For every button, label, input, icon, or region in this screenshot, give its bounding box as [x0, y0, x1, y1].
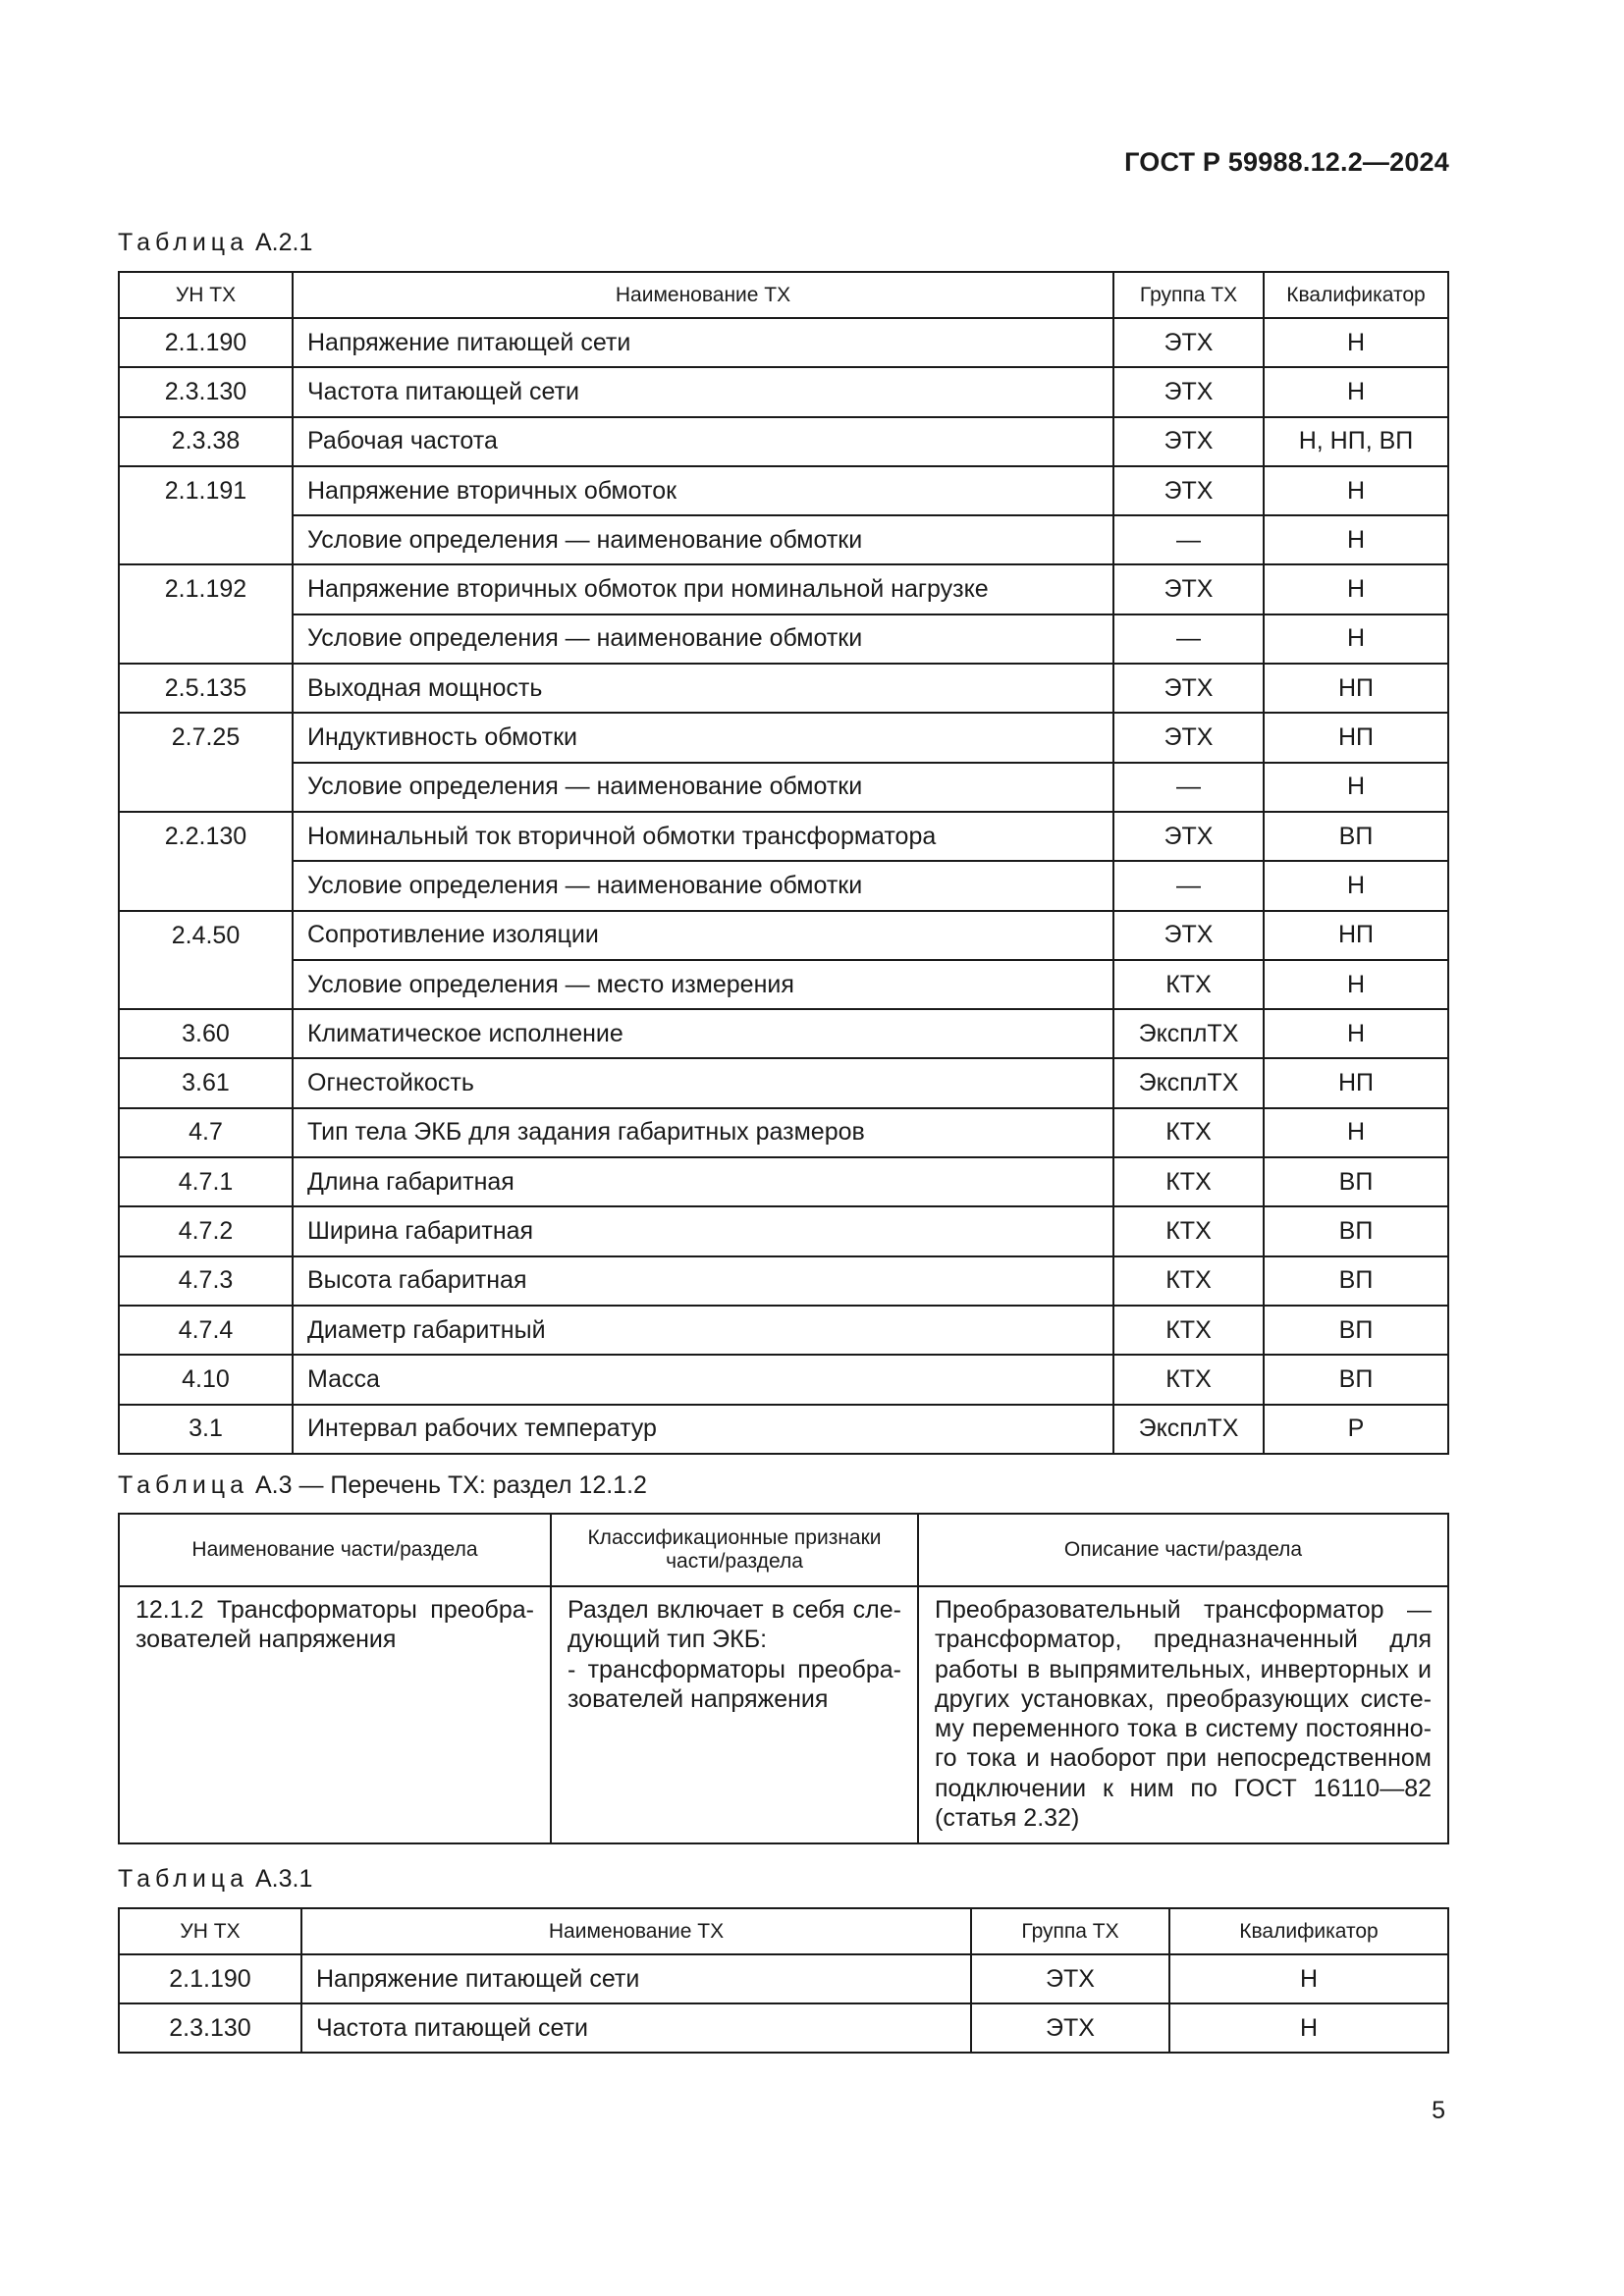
header-code: УН ТХ	[119, 1908, 301, 1954]
caption-rest: А.3 — Перечень ТХ: раздел 12.1.2	[254, 1471, 647, 1499]
table-row	[119, 812, 1448, 861]
cell-name: Ширина габаритная	[293, 1206, 1113, 1255]
text-line: зователей напряжения	[568, 1684, 829, 1713]
table-row	[119, 861, 1448, 910]
table-row	[119, 2003, 1448, 2053]
table-a31	[118, 1907, 1449, 2054]
cell-group: КТХ	[1113, 960, 1264, 1009]
caption-word: Таблица	[118, 229, 249, 256]
cell-code: 4.7.1	[119, 1157, 293, 1206]
table-row	[119, 417, 1448, 466]
table-row	[119, 1009, 1448, 1058]
cell-name: Интервал рабочих температур	[293, 1405, 1113, 1454]
header-qualifier: Квалификатор	[1169, 1908, 1448, 1954]
cell-code: 2.1.192	[119, 564, 293, 664]
cell-group: ЭТХ	[1113, 417, 1264, 466]
header-part: Наименование части/раздела	[119, 1514, 551, 1586]
cell-code: 4.7.3	[119, 1256, 293, 1306]
cell-code: 4.7.4	[119, 1306, 293, 1355]
cell-code: 2.7.25	[119, 713, 293, 812]
cell-code: 2.1.191	[119, 466, 293, 565]
cell-group: ЭксплТХ	[1113, 1058, 1264, 1107]
cell-name: Напряжение вторичных обмоток при номинальной нагрузке	[293, 564, 1113, 614]
text-line: дующий тип ЭКБ:	[568, 1626, 768, 1654]
cell-group: —	[1113, 515, 1264, 564]
cell-group: ЭТХ	[1113, 812, 1264, 861]
cell-name: Условие определения — наименование обмотки	[293, 861, 1113, 910]
cell-name: Климатическое исполнение	[293, 1009, 1113, 1058]
cell-qualifier: Н, НП, ВП	[1264, 417, 1448, 466]
header-qualifier: Квалификатор	[1264, 272, 1448, 318]
cell-code: 3.1	[119, 1405, 293, 1454]
cell-qualifier: НП	[1264, 1058, 1448, 1107]
cell-classification	[551, 1586, 918, 1843]
text-line: - трансформаторы преобра-	[568, 1655, 901, 1683]
cell-name: Индуктивность обмотки	[293, 713, 1113, 762]
cell-qualifier: Н	[1264, 367, 1448, 416]
text-line: работы в выпрямительных, инверторных и	[935, 1655, 1432, 1683]
cell-qualifier: ВП	[1264, 812, 1448, 861]
cell-code: 2.5.135	[119, 664, 293, 713]
table-header-row	[119, 272, 1448, 318]
cell-name: Напряжение питающей сети	[293, 318, 1113, 367]
table-row	[119, 1206, 1448, 1255]
cell-group: ЭТХ	[1113, 664, 1264, 713]
table-a3	[118, 1513, 1449, 1844]
cell-qualifier: НП	[1264, 713, 1448, 762]
table-a31-caption	[118, 1865, 312, 1894]
cell-code: 3.60	[119, 1009, 293, 1058]
caption-id: А.2.1	[254, 229, 313, 256]
cell-qualifier: Н	[1264, 861, 1448, 910]
cell-group: ЭТХ	[1113, 713, 1264, 762]
header-name: Наименование ТХ	[301, 1908, 971, 1954]
cell-group: ЭТХ	[971, 2003, 1169, 2053]
header-code: УН ТХ	[119, 272, 293, 318]
cell-code: 2.3.130	[119, 367, 293, 416]
cell-group: КТХ	[1113, 1157, 1264, 1206]
cell-qualifier: НП	[1264, 911, 1448, 960]
cell-qualifier: ВП	[1264, 1256, 1448, 1306]
page-number: 5	[1432, 2097, 1445, 2124]
caption-id: А.3.1	[254, 1865, 313, 1893]
cell-qualifier: Н	[1264, 466, 1448, 515]
cell-group: ЭТХ	[1113, 911, 1264, 960]
text-line: му переменного тока в систему постоянно-	[935, 1715, 1432, 1743]
text-line: го тока и наоборот при непосредственном	[935, 1744, 1432, 1773]
cell-qualifier: Н	[1264, 515, 1448, 564]
cell-qualifier: Н	[1264, 614, 1448, 664]
cell-name: Условие определения — место измерения	[293, 960, 1113, 1009]
cell-group: ЭТХ	[1113, 318, 1264, 367]
cell-name: Частота питающей сети	[293, 367, 1113, 416]
cell-name: Диаметр габаритный	[293, 1306, 1113, 1355]
table-row	[119, 614, 1448, 664]
cell-code: 2.3.38	[119, 417, 293, 466]
cell-name: Напряжение вторичных обмоток	[293, 466, 1113, 515]
table-a3-caption	[118, 1471, 647, 1500]
table-a21	[118, 271, 1449, 1455]
table-row	[119, 1586, 1448, 1843]
table-row	[119, 367, 1448, 416]
header-group: Группа ТХ	[1113, 272, 1264, 318]
header-name: Наименование ТХ	[293, 272, 1113, 318]
cell-qualifier: ВП	[1264, 1206, 1448, 1255]
cell-name: Условие определения — наименование обмотки	[293, 515, 1113, 564]
cell-group: КТХ	[1113, 1108, 1264, 1157]
cell-qualifier: ВП	[1264, 1157, 1448, 1206]
table-row	[119, 564, 1448, 614]
table-row	[119, 1355, 1448, 1404]
caption-word: Таблица	[118, 1471, 249, 1499]
cell-name: Условие определения — наименование обмотки	[293, 614, 1113, 664]
table-row	[119, 664, 1448, 713]
cell-code: 3.61	[119, 1058, 293, 1107]
cell-group: ЭТХ	[1113, 564, 1264, 614]
table-row	[119, 1405, 1448, 1454]
document-standard-header: ГОСТ Р 59988.12.2—2024	[1124, 147, 1449, 177]
cell-group: КТХ	[1113, 1355, 1264, 1404]
table-row	[119, 960, 1448, 1009]
text-line: трансформатор, предназначенный для	[935, 1626, 1432, 1654]
cell-code: 2.3.130	[119, 2003, 301, 2053]
text-line: подключении к ним по ГОСТ 16110—82	[935, 1774, 1432, 1802]
cell-name: Высота габаритная	[293, 1256, 1113, 1306]
table-row	[119, 911, 1448, 960]
cell-group: —	[1113, 763, 1264, 812]
cell-name: Масса	[293, 1355, 1113, 1404]
table-header-row	[119, 1514, 1448, 1586]
cell-name: Выходная мощность	[293, 664, 1113, 713]
table-row	[119, 1256, 1448, 1306]
cell-qualifier: Р	[1264, 1405, 1448, 1454]
cell-group: ЭксплТХ	[1113, 1009, 1264, 1058]
table-row	[119, 1306, 1448, 1355]
cell-name: Огнестойкость	[293, 1058, 1113, 1107]
cell-group: ЭксплТХ	[1113, 1405, 1264, 1454]
cell-code: 2.1.190	[119, 1954, 301, 2003]
cell-qualifier: Н	[1264, 960, 1448, 1009]
header-group: Группа ТХ	[971, 1908, 1169, 1954]
table-row	[119, 763, 1448, 812]
caption-word: Таблица	[118, 1865, 249, 1893]
table-row	[119, 1108, 1448, 1157]
cell-group: —	[1113, 614, 1264, 664]
cell-name: Сопротивление изоляции	[293, 911, 1113, 960]
cell-group: ЭТХ	[1113, 367, 1264, 416]
text-line: Преобразовательный трансформатор —	[935, 1596, 1432, 1624]
cell-code: 4.7.2	[119, 1206, 293, 1255]
header-description: Описание части/раздела	[918, 1514, 1448, 1586]
table-header-row	[119, 1908, 1448, 1954]
cell-name: Частота питающей сети	[301, 2003, 971, 2053]
cell-qualifier: Н	[1264, 564, 1448, 614]
cell-part	[119, 1586, 551, 1843]
cell-name: Условие определения — наименование обмотки	[293, 763, 1113, 812]
cell-qualifier: Н	[1169, 2003, 1448, 2053]
cell-code: 4.10	[119, 1355, 293, 1404]
table-row	[119, 466, 1448, 515]
cell-name: Рабочая частота	[293, 417, 1113, 466]
cell-group: ЭТХ	[971, 1954, 1169, 2003]
cell-name: Длина габаритная	[293, 1157, 1113, 1206]
cell-code: 4.7	[119, 1108, 293, 1157]
cell-group: КТХ	[1113, 1256, 1264, 1306]
cell-code: 2.2.130	[119, 812, 293, 911]
cell-code: 2.1.190	[119, 318, 293, 367]
table-row	[119, 1157, 1448, 1206]
cell-qualifier: ВП	[1264, 1306, 1448, 1355]
cell-name: Тип тела ЭКБ для задания габаритных размеров	[293, 1108, 1113, 1157]
text-line: зователей напряжения	[135, 1626, 397, 1654]
cell-qualifier: Н	[1169, 1954, 1448, 2003]
table-row	[119, 1058, 1448, 1107]
cell-qualifier: Н	[1264, 318, 1448, 367]
table-row	[119, 713, 1448, 762]
cell-group: КТХ	[1113, 1206, 1264, 1255]
table-row	[119, 1954, 1448, 2003]
cell-group: КТХ	[1113, 1306, 1264, 1355]
cell-group: —	[1113, 861, 1264, 910]
table-a21-caption	[118, 229, 312, 257]
cell-group: ЭТХ	[1113, 466, 1264, 515]
text-line: других установках, преобразующих систе-	[935, 1684, 1432, 1713]
text-line: Раздел включает в себя сле-	[568, 1596, 901, 1624]
cell-qualifier: Н	[1264, 1108, 1448, 1157]
text-line: 12.1.2 Трансформаторы преобра-	[135, 1596, 534, 1624]
header-classification: Классификационные признаки части/раздела	[551, 1514, 918, 1586]
table-row	[119, 515, 1448, 564]
table-row	[119, 318, 1448, 367]
cell-qualifier: ВП	[1264, 1355, 1448, 1404]
cell-name: Напряжение питающей сети	[301, 1954, 971, 2003]
cell-qualifier: НП	[1264, 664, 1448, 713]
cell-name: Номинальный ток вторичной обмотки трансформатора	[293, 812, 1113, 861]
cell-qualifier: Н	[1264, 763, 1448, 812]
cell-qualifier: Н	[1264, 1009, 1448, 1058]
cell-code: 2.4.50	[119, 911, 293, 1010]
text-line: (статья 2.32)	[935, 1804, 1080, 1833]
cell-description	[918, 1586, 1448, 1843]
